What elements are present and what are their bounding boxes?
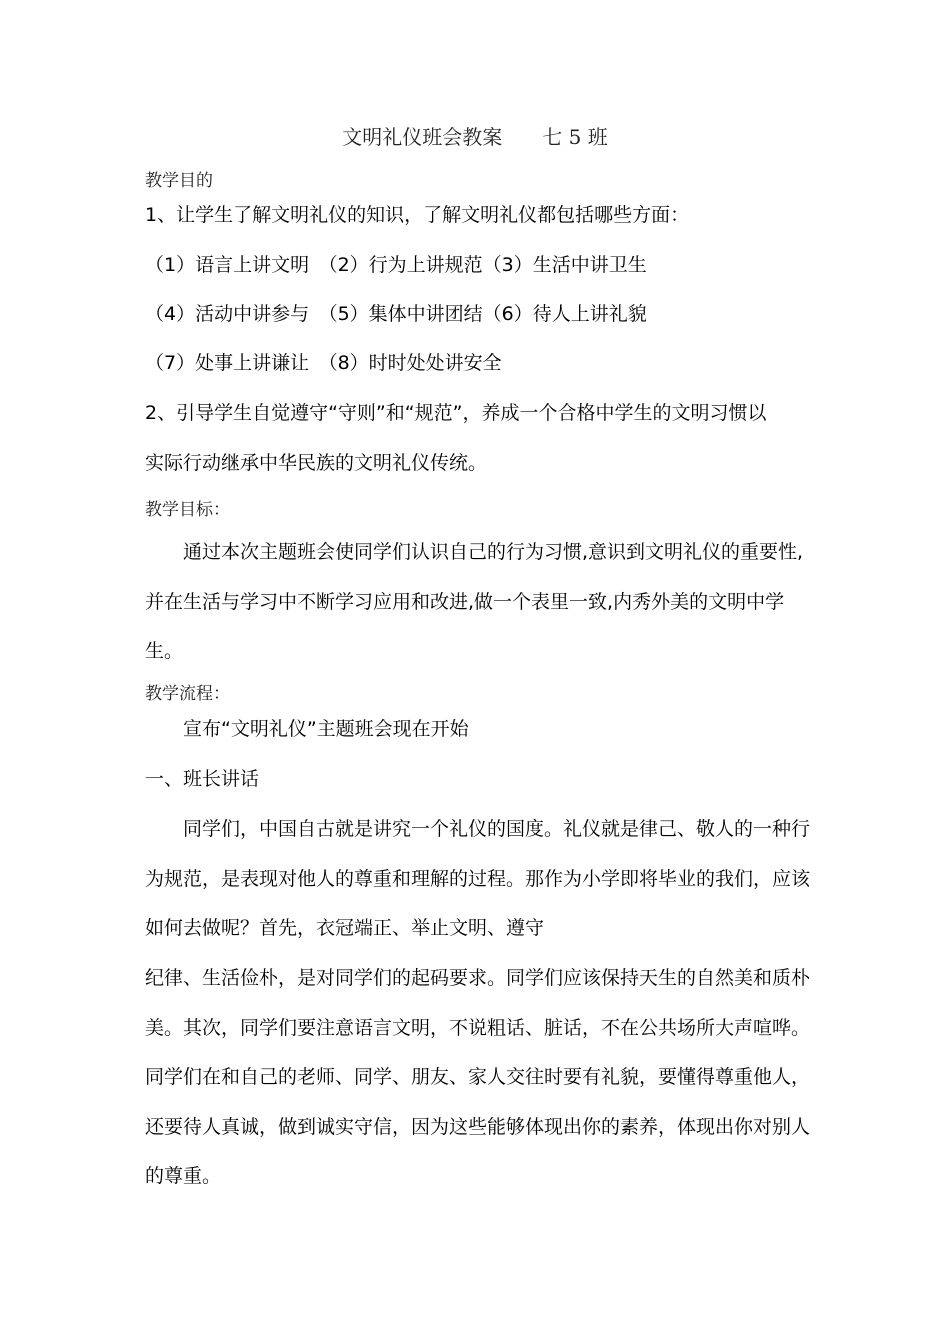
paragraph-line: 同学们，中国自古就是讲究一个礼仪的国度。礼仪就是律己、敬人的一种行 bbox=[183, 818, 811, 840]
section-heading-process: 教学流程： bbox=[145, 684, 230, 704]
section-heading-monitor-speech: 一、班长讲话 bbox=[145, 768, 260, 790]
paragraph-line: 并在生活与学习中不断学习应用和改进,做一个表里一致,内秀外美的文明中学 bbox=[145, 591, 785, 613]
paragraph-line: 如何去做呢？首先，衣冠端正、举止文明、遵守 bbox=[145, 917, 545, 939]
paragraph-line: 1、让学生了解文明礼仪的知识，了解文明礼仪都包括哪些方面： bbox=[145, 204, 690, 226]
paragraph-line: 实际行动继承中华民族的文明礼仪传统。 bbox=[145, 452, 488, 474]
paragraph-line: 纪律、生活俭朴，是对同学们的起码要求。同学们应该保持天生的自然美和质朴 bbox=[145, 967, 811, 989]
paragraph-line: （4）活动中讲参与 （5）集体中讲团结（6）待人上讲礼貌 bbox=[145, 303, 647, 325]
paragraph-line: 宣布“文明礼仪”主题班会现在开始 bbox=[183, 718, 469, 740]
paragraph-line: 通过本次主题班会使同学们认识自己的行为习惯,意识到文明礼仪的重要性, bbox=[183, 541, 804, 563]
section-heading-goals: 教学目标： bbox=[145, 500, 230, 520]
paragraph-line: 生。 bbox=[145, 640, 184, 662]
paragraph-line: 同学们在和自己的老师、同学、朋友、家人交往时要有礼貌，要懂得尊重他人， bbox=[145, 1066, 811, 1088]
title-class: 七 5 班 bbox=[542, 125, 608, 149]
document-title bbox=[0, 124, 950, 150]
title-text: 文明礼仪班会教案 bbox=[342, 125, 503, 149]
paragraph-line: 美。其次，同学们要注意语言文明，不说粗话、脏话，不在公共场所大声喧哗。 bbox=[145, 1017, 811, 1039]
paragraph-line: （1）语言上讲文明 （2）行为上讲规范（3）生活中讲卫生 bbox=[145, 254, 647, 276]
paragraph-line: （7）处事上讲谦让 （8）时时处处讲安全 bbox=[145, 352, 502, 374]
paragraph-line: 的尊重。 bbox=[145, 1165, 222, 1187]
paragraph-line: 为规范，是表现对他人的尊重和理解的过程。那作为小学即将毕业的我们，应该 bbox=[145, 868, 811, 890]
paragraph-line: 2、引导学生自觉遵守“守则”和“规范”，养成一个合格中学生的文明习惯以 bbox=[145, 402, 767, 424]
section-heading-purpose: 教学目的 bbox=[145, 171, 213, 191]
paragraph-line: 还要待人真诚，做到诚实守信，因为这些能够体现出你的素养，体现出你对别人 bbox=[145, 1116, 811, 1138]
